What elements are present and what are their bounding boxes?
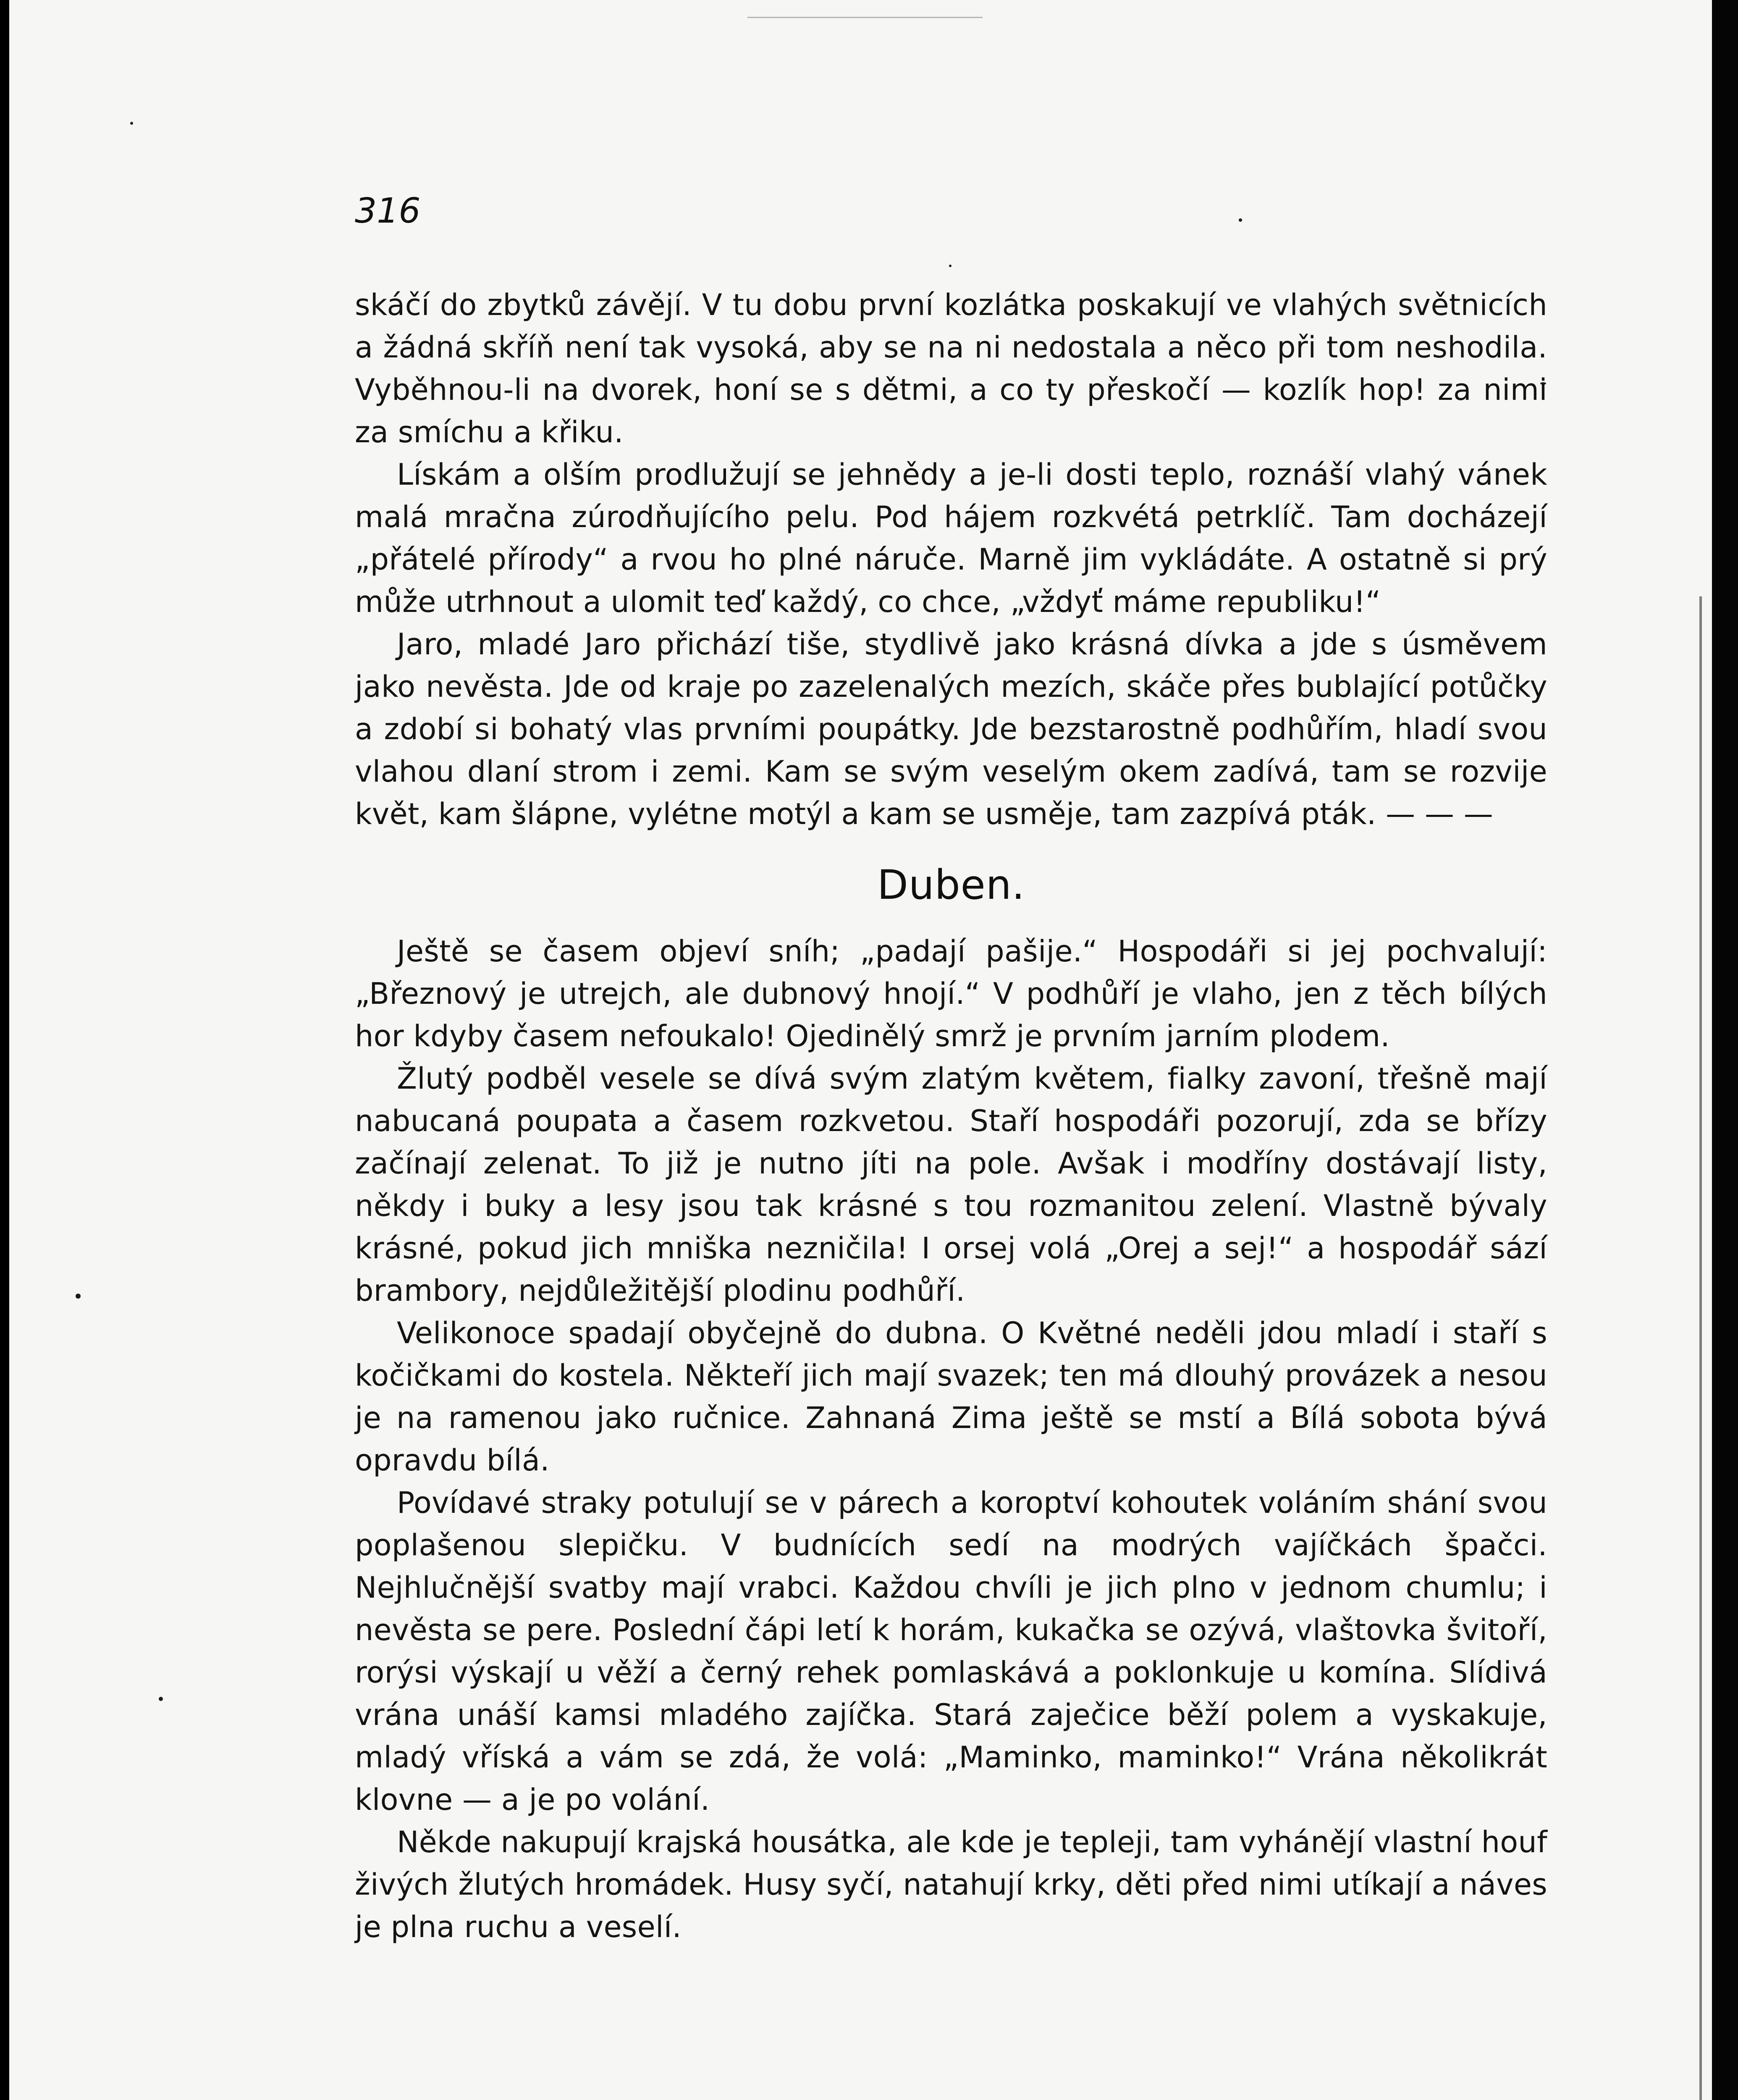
- scan-top-mark: [747, 0, 983, 18]
- speck: [1239, 218, 1242, 222]
- body-text: [355, 284, 1547, 1948]
- paragraph: Povídavé straky potulují se v párech a koroptví kohoutek voláním shání svou poplašenou slepičku. V budnících sedí na modrých vajíčkách špačci. Nejhlučnější svatby mají vrabci. Každou chvíli je jich plno v jednom chumlu; i nevěsta se pere. Poslední čápi letí k horám, kukačka se ozývá, vlaštovka švitoří, rorýsi výskají u věží a černý rehek pomlaskává a poklonkuje u komína. Slídivá vrána unáší kamsi mladého zajíčka. Stará zaječice běží polem a vyskakuje, mladý vříská a vám se zdá, že volá: „Maminko, maminko!“ Vrána několikrát klovne — a je po volání.: [355, 1486, 1547, 1817]
- paragraph: Lískám a olším prodlužují se jehnědy a je-li dosti teplo, roznáší vlahý vánek malá mračna zúrodňujícího pelu. Pod hájem rozkvétá petrklíč. Tam docházejí „přátelé přírody“ a rvou ho plné náruče. Marně jim vykládáte. A ostatně si prý může utrhnout a ulomit teď každý, co chce, „vždyť máme republiku!“: [355, 457, 1547, 619]
- page-number: 316: [355, 191, 421, 231]
- paragraph: Ještě se časem objeví sníh; „padají pašije.“ Hospodáři si jej pochvalují: „Březnový je utrejch, ale dubnový hnojí.“ V podhůří je vlaho, jen z těch bílých hor kdyby časem nefoukalo! Ojedinělý smrž je prvním jarním plodem.: [355, 934, 1547, 1053]
- paragraph: skáčí do zbytků závějí. V tu dobu první kozlátka poskakují ve vlahých světnicích a žádná skříň není tak vysoká, aby se na ni nedostala a něco při tom neshodila. Vyběhnou-li na dvorek, honí se s dětmi, a co ty přeskočí — kozlík hop! za nimi za smíchu a křiku.: [355, 288, 1547, 449]
- paragraph: Velikonoce spadají obyčejně do dubna. O Květné neděli jdou mladí i staří s kočičkami do kostela. Někteří jich mají svazek; ten má dlouhý provázek a nesou je na ramenou jako ručnice. Zahnaná Zima ještě se mstí a Bílá sobota bývá opravdu bílá.: [355, 1316, 1547, 1478]
- paragraph: Žlutý podběl vesele se dívá svým zlatým květem, fialky zavoní, třešně mají nabucaná poupata a časem rozkvetou. Staří hospodáři pozorují, zda se břízy začínají zelenat. To již je nutno jíti na pole. Avšak i modříny dostávají listy, někdy i buky a lesy jsou tak krásné s tou rozmanitou zelení. Vlastně bývaly krásné, pokud jich mniška nezničila! I orsej volá „Orej a sej!“ a hospodář sází brambory, nejdůležitější plodinu podhůří.: [355, 1061, 1547, 1308]
- page-edge-shadow: [1699, 596, 1702, 2100]
- speck: [76, 1294, 81, 1299]
- speck: [949, 265, 952, 267]
- speck: [159, 1697, 163, 1701]
- section-heading: Duben.: [877, 861, 1025, 908]
- speck: [130, 122, 133, 125]
- paragraph: Někde nakupují krajská housátka, ale kde je tepleji, tam vyhánějí vlastní houf živých žlutých hromádek. Husy syčí, natahují krky, děti před nimi utíkají a náves je plna ruchu a veselí.: [355, 1825, 1547, 1944]
- paragraph: Jaro, mladé Jaro přichází tiše, stydlivě jako krásná dívka a jde s úsměvem jako nevěsta. Jde od kraje po zazelenalých mezích, skáče přes bublající potůčky a zdobí si bohatý vlas prvními poupátky. Jde bezstarostně podhůřím, hladí svou vlahou dlaní strom i zemi. Kam se svým veselým okem zadívá, tam se rozvije květ, kam šlápne, vylétne motýl a kam se usměje, tam zazpívá pták. — — —: [355, 627, 1547, 831]
- scan-border-right: [1712, 0, 1738, 2100]
